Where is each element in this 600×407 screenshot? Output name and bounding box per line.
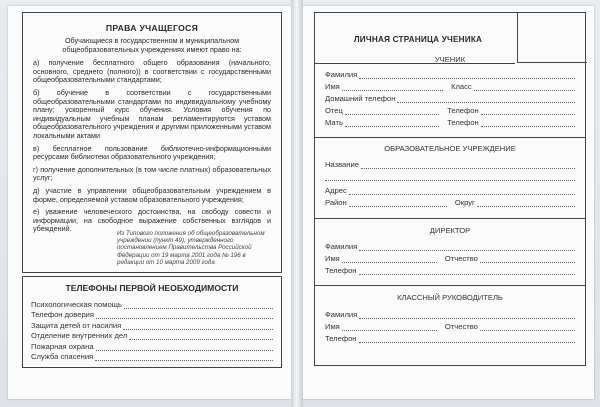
phone-row: [31, 298, 273, 309]
rights-item: б) обучение в соответствии с государственными общеобразовательными стандартами по индивидуальному учебному плану; ускоренный курс обучения. Условия обучения по индивидуальным учебным планам регламентируются уставом общеобразовательного учреждения и другими приложенными уставом локальными актами: [33, 87, 271, 140]
fill-line[interactable]: [477, 199, 575, 207]
fill-line[interactable]: [397, 95, 575, 103]
phone-row: [31, 319, 273, 330]
school-name-row: [325, 159, 575, 169]
phones-title: ТЕЛЕФОНЫ ПЕРВОЙ НЕОБХОДИМОСТИ: [65, 283, 239, 293]
student-heading: УЧЕНИК: [434, 55, 466, 64]
phone-label: Служба спасения: [31, 352, 94, 361]
fill-line[interactable]: [325, 173, 575, 181]
student-name-row: [325, 81, 575, 91]
divider: [315, 137, 585, 138]
student-personal-page: [314, 12, 586, 366]
phone-label: Отделение внутренних дел: [31, 331, 128, 340]
fill-line[interactable]: [359, 311, 575, 319]
phone-row: [31, 330, 273, 341]
fill-line[interactable]: [95, 353, 273, 361]
rights-intro: Обучающиеся в государственном и муниципальном общеобразовательных учреждениях имеют право на:: [62, 36, 242, 54]
rights-item: е) уважение человеческого достоинства, на свободу совести и информации, на свободное выражение собственных взглядов и убеждений.: [33, 207, 271, 234]
class-teacher-heading: КЛАССНЫЙ РУКОВОДИТЕЛЬ: [397, 293, 503, 302]
phone-label: Психологическая помощь: [31, 299, 122, 309]
field-label: Домашний телефон: [325, 94, 396, 103]
mother-row: [325, 117, 575, 127]
school-heading: ОБРАЗОВАТЕЛЬНОЕ УЧРЕЖДЕНИЕ: [384, 144, 516, 153]
emergency-phones-box: [22, 276, 282, 368]
teacher-surname-row: [325, 309, 575, 319]
rights-item: г) получение дополнительных (в том числе платных) образовательных услуг;: [33, 164, 271, 183]
teacher-name-row: [325, 321, 575, 331]
phone-row: [31, 340, 273, 351]
fill-line[interactable]: [345, 107, 439, 115]
field-label: Адрес: [325, 186, 347, 195]
fill-line[interactable]: [359, 335, 575, 343]
divider: [315, 218, 585, 219]
student-surname-row: [325, 69, 575, 79]
school-address-row: [325, 185, 575, 195]
school-name-row-2: [325, 171, 575, 181]
fill-line[interactable]: [359, 267, 575, 275]
fill-line[interactable]: [342, 323, 437, 331]
fill-line[interactable]: [96, 343, 273, 351]
rights-title: ПРАВА УЧАЩЕГОСЯ: [105, 23, 199, 33]
field-label: Название: [325, 160, 359, 169]
field-label: Имя: [325, 82, 340, 91]
field-label: Фамилия: [325, 242, 358, 251]
teacher-phone-row: [325, 333, 575, 343]
field-label: Мать: [325, 118, 343, 127]
field-label: Телефон: [325, 266, 357, 275]
field-label: Отчество: [444, 322, 478, 331]
phone-row: [31, 351, 273, 362]
fill-line[interactable]: [345, 119, 439, 127]
field-label: Фамилия: [325, 70, 358, 79]
fill-line[interactable]: [361, 161, 575, 169]
phone-label: Телефон доверия: [31, 310, 95, 319]
field-label: Округ: [454, 198, 475, 207]
field-label: Отец: [325, 106, 343, 115]
director-heading: ДИРЕКТОР: [429, 226, 471, 235]
rights-item: в) бесплатное пользование библиотечно-информационными ресурсами библиотеки образовательного учреждения;: [33, 143, 271, 162]
phone-label: Защита детей от насилия: [31, 320, 122, 330]
field-label: Район: [325, 198, 347, 207]
school-district-row: [325, 197, 575, 207]
divider: [315, 285, 585, 286]
student-home-phone-row: [325, 93, 575, 103]
fill-line[interactable]: [96, 311, 273, 319]
fill-line[interactable]: [349, 199, 447, 207]
father-row: [325, 105, 575, 115]
rights-item: д) участие в управлении общеобразовательным учреждением в форме, определяемой уставом образовательного учреждения;: [33, 185, 271, 204]
field-label: Телефон: [447, 118, 479, 127]
fill-line[interactable]: [123, 322, 273, 330]
field-label: Телефон: [447, 106, 479, 115]
fill-line[interactable]: [480, 323, 575, 331]
fill-line[interactable]: [474, 83, 575, 91]
fill-line[interactable]: [480, 255, 575, 263]
director-name-row: [325, 253, 575, 263]
rights-item: а) получение бесплатного общего образования (начального, основного, среднего (полного)) в соответствии с государственными общеобразовательными стандартами;: [33, 58, 271, 85]
fill-line[interactable]: [129, 332, 273, 340]
phone-label: Пожарная охрана: [31, 341, 94, 351]
field-label: Имя: [325, 254, 340, 263]
director-surname-row: [325, 241, 575, 251]
fill-line[interactable]: [124, 301, 273, 309]
student-rights-box: [22, 12, 282, 273]
field-label: Имя: [325, 322, 340, 331]
fill-line[interactable]: [342, 83, 443, 91]
spine: [291, 0, 303, 407]
field-label: Фамилия: [325, 310, 358, 319]
field-label: Телефон: [325, 334, 357, 343]
fill-line[interactable]: [359, 243, 575, 251]
fill-line[interactable]: [481, 107, 575, 115]
fill-line[interactable]: [481, 119, 575, 127]
fill-line[interactable]: [359, 71, 575, 79]
field-label: Отчество: [444, 254, 478, 263]
phone-row: [31, 309, 273, 320]
fill-line[interactable]: [342, 255, 437, 263]
fill-line[interactable]: [349, 187, 575, 195]
field-label: Класс: [451, 82, 472, 91]
director-phone-row: [325, 265, 575, 275]
personal-page-title: ЛИЧНАЯ СТРАНИЦА УЧЕНИКА: [353, 35, 483, 44]
rights-source: Из Типового положения об общеобразовательном учреждении (пункт 49), утвержденного постановлением Правительства Российской Федерации от 19 марта 2001 года № 196 в редакции от 10 марта 2009 года: [117, 229, 265, 266]
